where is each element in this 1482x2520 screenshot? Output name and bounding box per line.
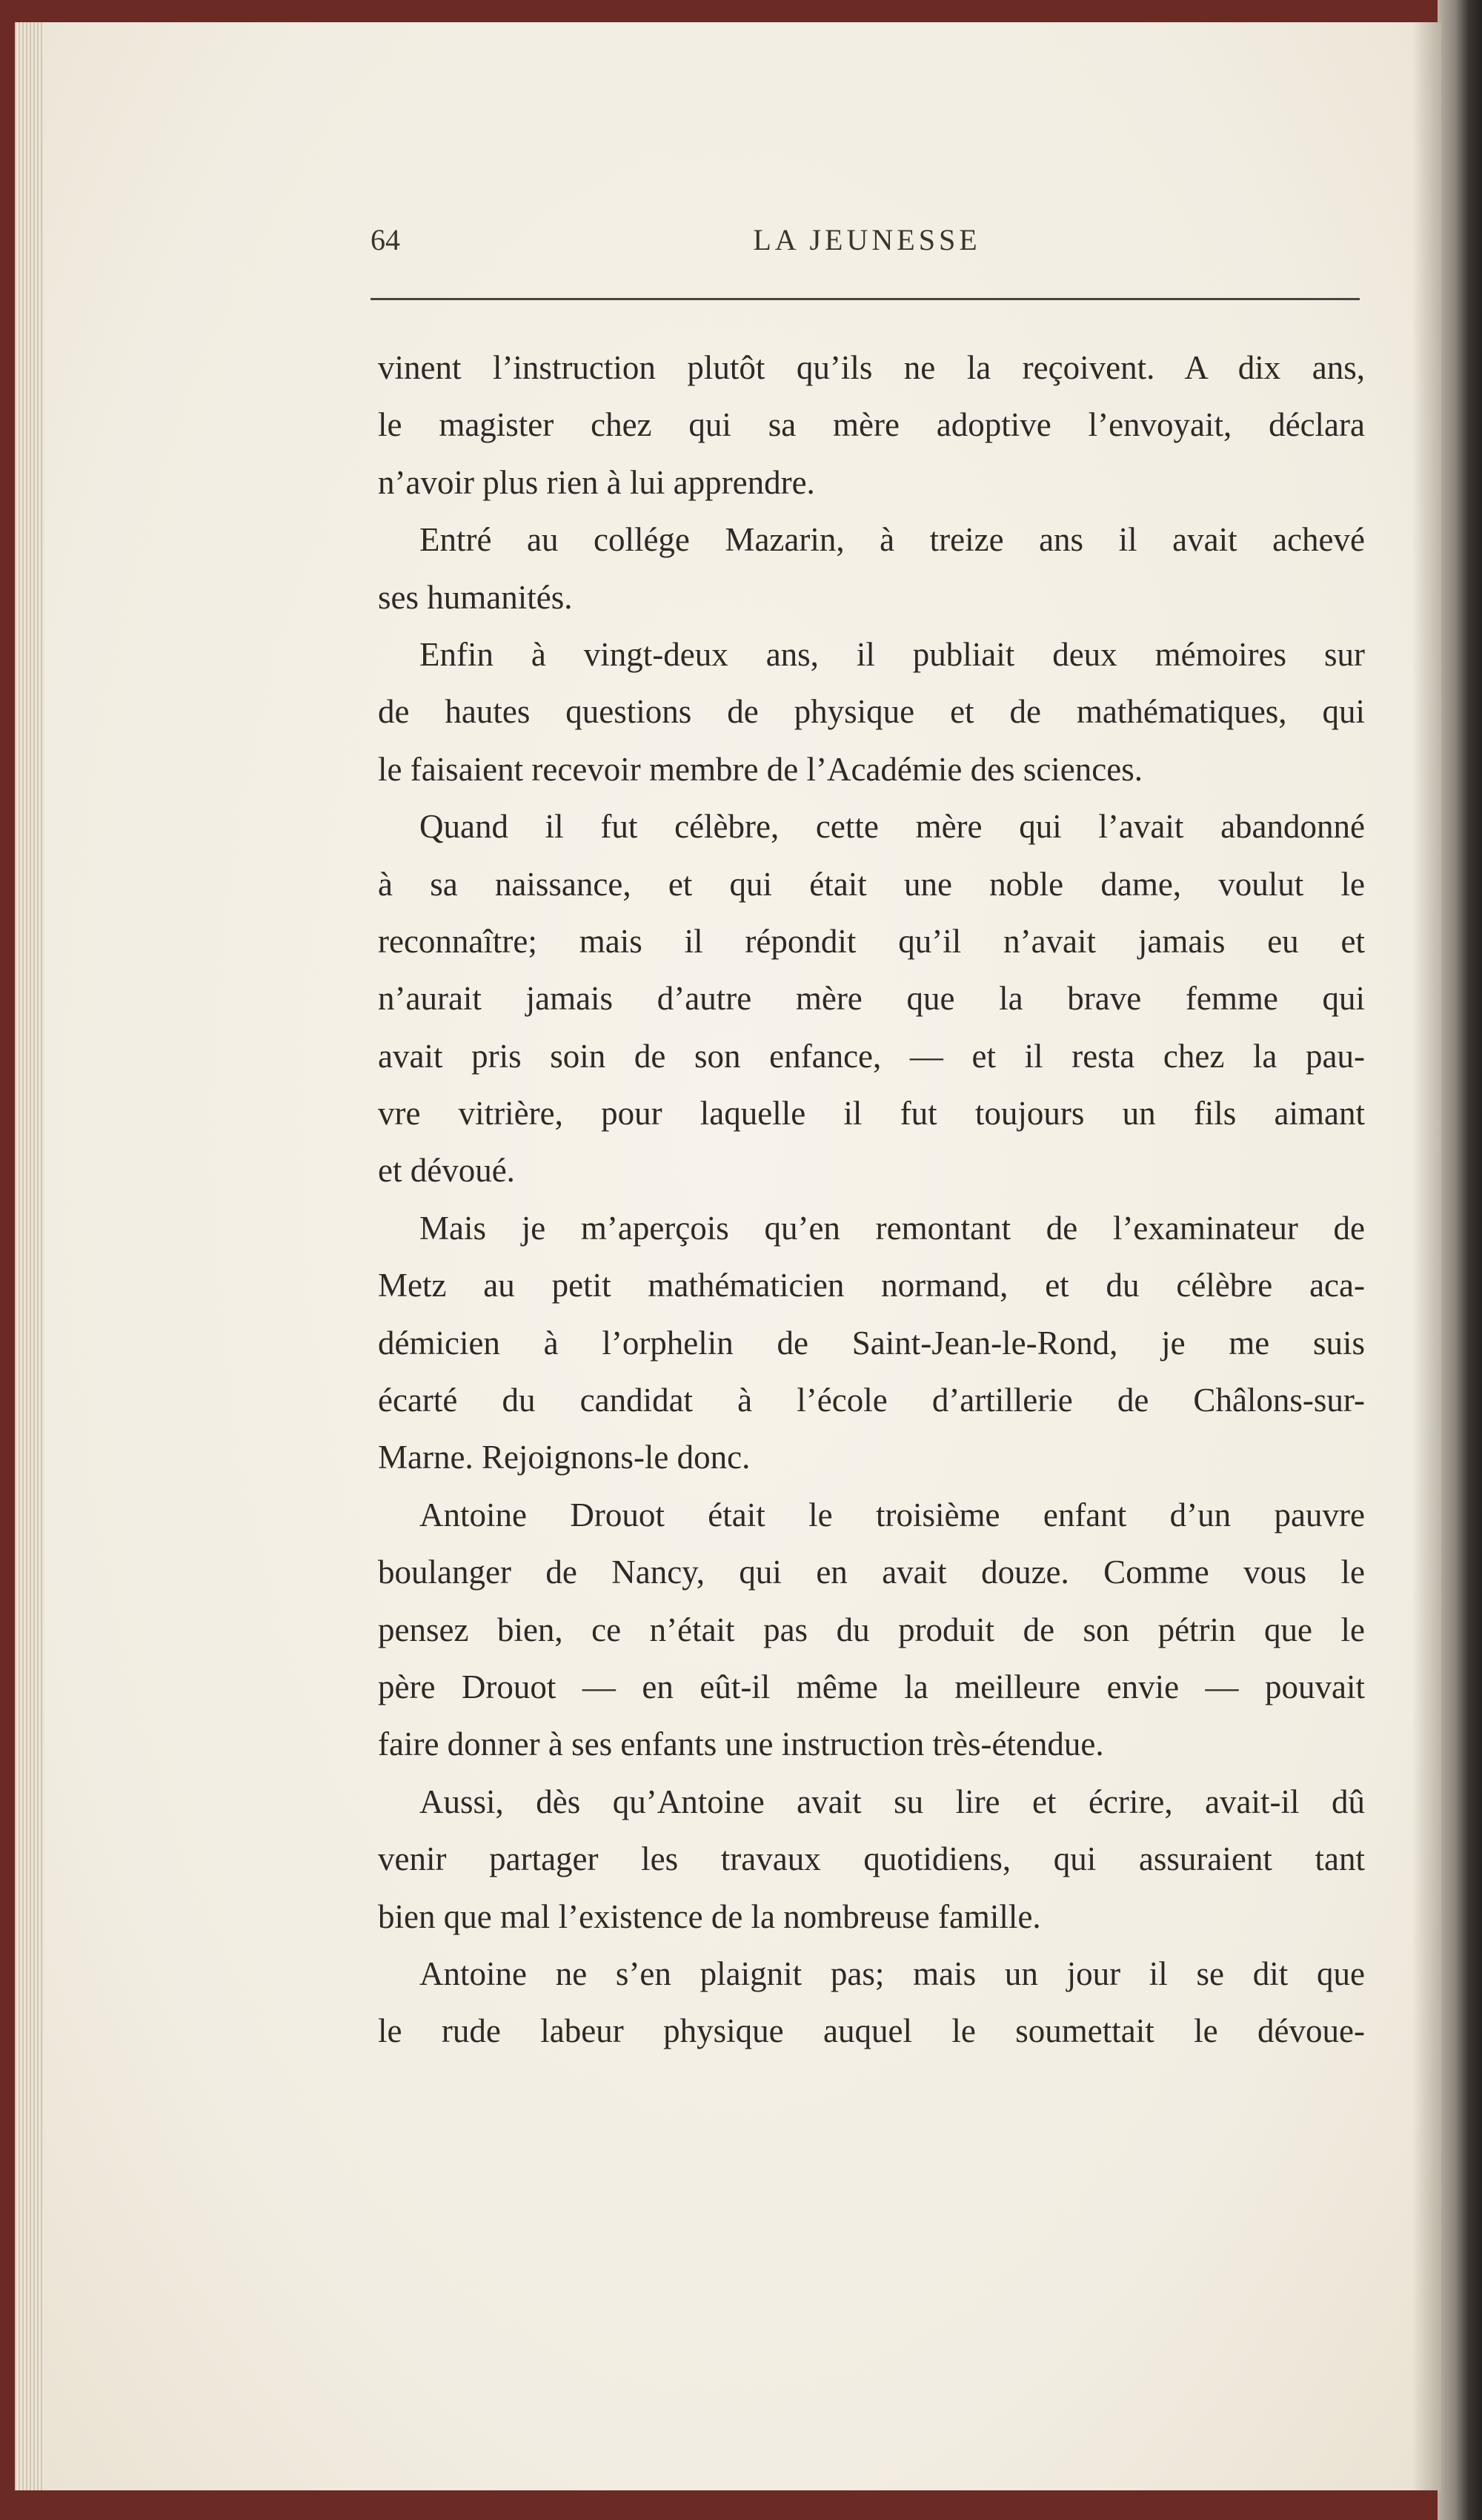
gutter-shadow: [1412, 22, 1441, 2490]
text-line: et dévoué.: [378, 1152, 515, 1190]
text-line: n’avoir plus rien à lui apprendre.: [378, 463, 815, 501]
text-line: pensez bien, ce n’était pas du produit de son pétrin que le: [378, 1611, 1365, 1648]
header-rule: [370, 298, 1360, 300]
text-line: le faisaient recevoir membre de l’Académie des sciences.: [378, 750, 1143, 788]
running-head: [370, 222, 1363, 267]
text-line: Aussi, dès qu’Antoine avait su lire et écrire, avait-il dû: [419, 1783, 1365, 1820]
text-line: démicien à l’orphelin de Saint-Jean-le-Rond, je me suis: [378, 1324, 1365, 1362]
text-line: père Drouot — en eût-il même la meilleure envie — pouvait: [378, 1668, 1365, 1705]
text-line: Entré au collége Mazarin, à treize ans il avait achevé: [419, 521, 1365, 559]
text-line: vre vitrière, pour laquelle il fut toujours un fils aimant: [378, 1095, 1365, 1133]
text-line: vinent l’instruction plutôt qu’ils ne la reçoivent. A dix ans,: [378, 349, 1365, 386]
text-line: Antoine ne s’en plaignit pas; mais un jour il se dit que: [419, 1954, 1365, 1992]
text-line: Antoine Drouot était le troisième enfant d’un pauvre: [419, 1496, 1365, 1533]
text-line: venir partager les travaux quotidiens, qui assuraient tant: [378, 1840, 1365, 1878]
book-cover-edge: [1438, 0, 1482, 2520]
text-line: ses humanités.: [378, 578, 573, 616]
running-title: LA JEUNESSE: [753, 223, 981, 256]
text-line: écarté du candidat à l’école d’artillerie de Châlons-sur-: [378, 1382, 1365, 1419]
text-line: de hautes questions de physique et de mathématiques, qui: [378, 693, 1365, 731]
text-line: boulanger de Nancy, qui en avait douze. Comme vous le: [378, 1554, 1365, 1591]
text-line: Enfin à vingt-deux ans, il publiait deux mémoires sur: [419, 635, 1365, 673]
text-line: Quand il fut célèbre, cette mère qui l’avait abandonné: [419, 808, 1365, 846]
text-line: le rude labeur physique auquel le soumettait le dévoue-: [378, 2012, 1365, 2050]
text-line: faire donner à ses enfants une instruction très-étendue.: [378, 1725, 1104, 1763]
text-line: avait pris soin de son enfance, — et il resta chez la pau-: [378, 1037, 1365, 1075]
text-line: Metz au petit mathématicien normand, et du célèbre aca-: [378, 1267, 1365, 1304]
body-text: [378, 339, 1365, 2060]
text-line: Marne. Rejoignons-le donc.: [378, 1439, 751, 1476]
text-line: bien que mal l’existence de la nombreuse famille.: [378, 1897, 1041, 1935]
text-line: Mais je m’aperçois qu’en remontant de l’examinateur de: [419, 1209, 1365, 1247]
text-line: reconnaître; mais il répondit qu’il n’avait jamais eu et: [378, 922, 1365, 960]
text-line: le magister chez qui sa mère adoptive l’envoyait, déclara: [378, 406, 1365, 444]
page-stack-edge: [15, 22, 44, 2490]
page-number: 64: [370, 223, 400, 256]
text-line: à sa naissance, et qui était une noble dame, voulut le: [378, 865, 1365, 903]
text-line: n’aurait jamais d’autre mère que la brave femme qui: [378, 980, 1365, 1018]
